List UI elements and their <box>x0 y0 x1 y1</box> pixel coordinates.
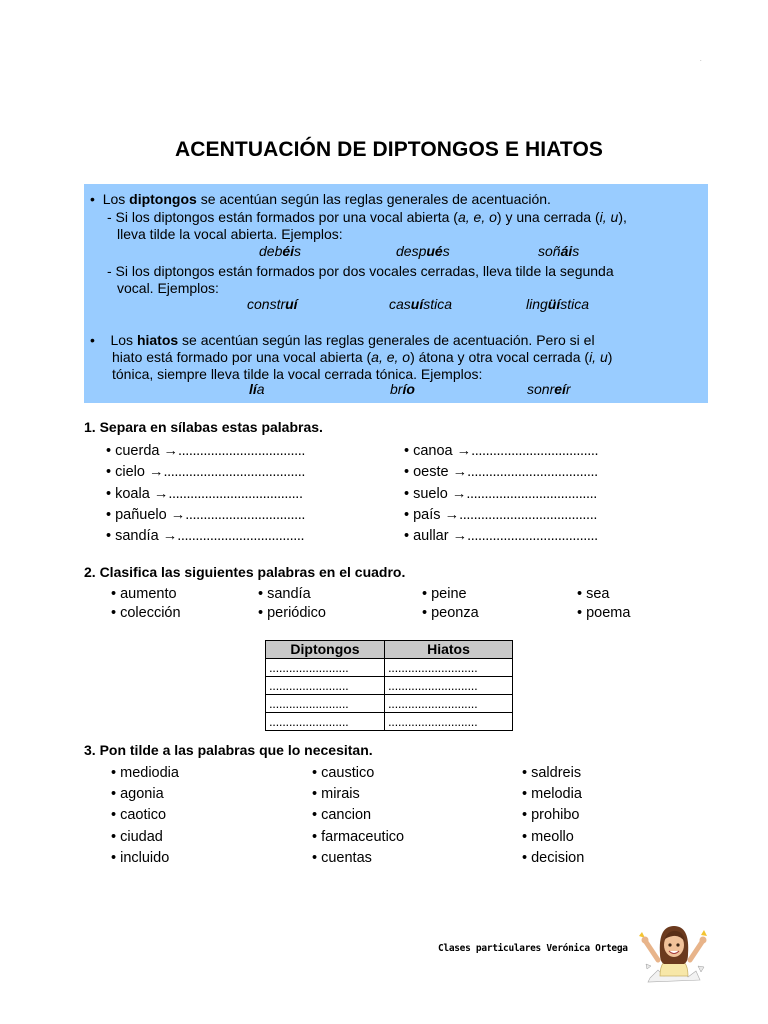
example-word: lingüística <box>526 296 590 312</box>
list-item: • oeste →.................................... <box>404 464 598 480</box>
list-item: • sea <box>577 586 610 602</box>
rule-bullet-diptongos <box>90 191 551 208</box>
page-title: ACENTUACIÓN DE DIPTONGOS E HIATOS <box>174 138 603 161</box>
rule1-line1 <box>107 209 627 226</box>
example-word: sonreír <box>527 381 571 397</box>
example-word: brío <box>390 381 415 397</box>
answer-cell[interactable]: ........................... <box>385 677 513 695</box>
list-item: • cielo →....................................... <box>106 464 305 480</box>
rule2-line1: - Si los diptongos están formados por dos vocales cerradas, lleva tilde la segunda <box>107 263 614 279</box>
list-item: • decision <box>522 850 585 866</box>
avatar-icon <box>636 918 712 990</box>
list-item: • periódico <box>258 605 326 621</box>
list-item: • agonia <box>111 786 164 802</box>
answer-cell[interactable]: ........................ <box>266 713 385 731</box>
rule2-line2: vocal. Ejemplos: <box>117 280 219 296</box>
avatar-illustration <box>636 918 712 990</box>
example-word: casuística <box>389 296 453 312</box>
list-item: • cuentas <box>312 850 372 866</box>
text: i, u <box>589 349 608 365</box>
text: hiato está formado por una vocal abierta ( <box>112 349 372 365</box>
list-item: • cuerda →................................... <box>106 443 305 459</box>
list-item: • farmaceutico <box>312 829 405 845</box>
text: a, e, o <box>457 209 497 225</box>
text: - Si los diptongos están formados por una vocal abierta ( <box>107 209 458 225</box>
list-item: • pañuelo →................................. <box>106 507 305 523</box>
list-item: • prohibo <box>522 807 580 823</box>
hiato-line3: tónica, siempre lleva tilde la vocal cerrada tónica. Ejemplos: <box>112 366 483 382</box>
text: se acentúan según las reglas generales de acentuación. <box>196 191 551 207</box>
example-word: lía <box>249 381 265 397</box>
example-word: después <box>396 243 450 259</box>
table-row <box>266 677 513 695</box>
text: ) y una cerrada ( <box>496 209 600 225</box>
bullet-glyph: • <box>90 332 95 348</box>
example-word: soñáis <box>538 243 580 259</box>
answer-cell[interactable]: ........................ <box>266 677 385 695</box>
column-header-diptongos: Diptongos <box>266 641 385 659</box>
text: ), <box>618 209 627 225</box>
answer-cell[interactable]: ........................... <box>385 713 513 731</box>
text: Los <box>102 191 130 207</box>
rule1-line2: lleva tilde la vocal abierta. Ejemplos: <box>117 226 343 242</box>
list-item: • peonza <box>422 605 479 621</box>
list-item: • mirais <box>312 786 360 802</box>
rules-box <box>84 184 708 403</box>
question-1-title: 1. Separa en sílabas estas palabras. <box>84 419 323 435</box>
answer-cell[interactable]: ........................ <box>266 659 385 677</box>
list-item: • saldreis <box>522 765 582 781</box>
rule-bullet-hiatos <box>90 332 595 349</box>
list-item: • cancion <box>312 807 372 823</box>
table-header-row <box>266 641 513 659</box>
list-item: • sandía <box>258 586 311 602</box>
table-row <box>266 659 513 677</box>
text: se acentúan según las reglas generales de acentuación. Pero si el <box>178 332 595 348</box>
text: Los <box>110 332 137 348</box>
list-item: • peine <box>422 586 467 602</box>
answer-cell[interactable]: ........................... <box>385 695 513 713</box>
text: ) átona y otra vocal cerrada ( <box>410 349 590 365</box>
table-row <box>266 695 513 713</box>
list-item: • caustico <box>312 765 375 781</box>
answer-cell[interactable]: ........................... <box>385 659 513 677</box>
table-row <box>266 713 513 731</box>
answer-cell[interactable]: ........................ <box>266 695 385 713</box>
list-item: • sandía →................................... <box>106 528 305 544</box>
list-item: • aullar →.................................... <box>404 528 598 544</box>
footer-credit: Clases particulares Verónica Ortega <box>438 943 628 954</box>
list-item: • ciudad <box>111 829 163 845</box>
list-item: • mediodia <box>111 765 179 781</box>
text: ) <box>607 349 613 365</box>
classification-table <box>265 640 513 731</box>
bullet-glyph: • <box>90 191 95 207</box>
list-item: • aumento <box>111 586 177 602</box>
text: a, e, o <box>371 349 411 365</box>
column-header-hiatos: Hiatos <box>385 641 513 659</box>
list-item: • koala →..................................... <box>106 486 303 502</box>
list-item: • meollo <box>522 829 574 845</box>
term-hiatos: hiatos <box>136 332 179 348</box>
list-item: • incluido <box>111 850 170 866</box>
example-word: debéis <box>259 243 302 259</box>
text: i, u <box>599 209 619 225</box>
list-item: • suelo →.................................... <box>404 486 597 502</box>
term-diptongos: diptongos <box>129 191 197 207</box>
list-item: • caotico <box>111 807 167 823</box>
list-item: • colección <box>111 605 181 621</box>
list-item: • canoa →................................... <box>404 443 599 459</box>
list-item: • melodia <box>522 786 582 802</box>
question-2-title: 2. Clasifica las siguientes palabras en el cuadro. <box>84 564 406 580</box>
corner-mark: . <box>700 57 702 63</box>
list-item: • país →...................................... <box>404 507 597 523</box>
example-word: construí <box>247 296 298 312</box>
question-3-title: 3. Pon tilde a las palabras que lo necesitan. <box>84 742 373 758</box>
hiato-line2 <box>112 349 612 366</box>
list-item: • poema <box>577 605 631 621</box>
